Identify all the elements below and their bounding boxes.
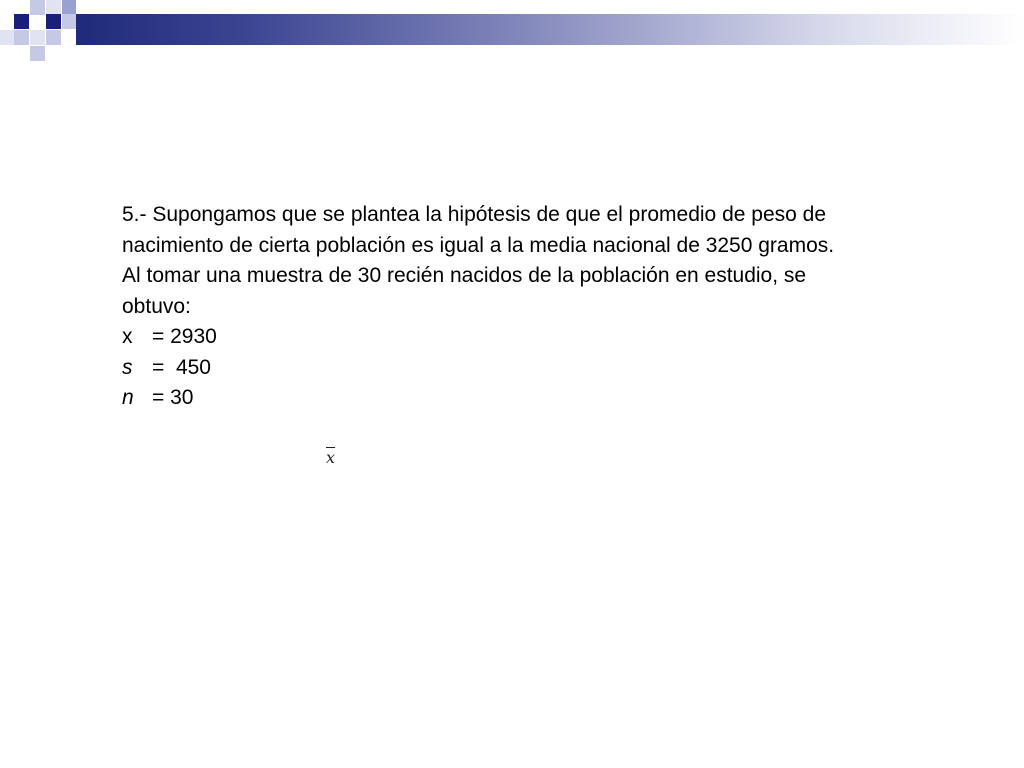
header-square-light-1 xyxy=(46,0,61,14)
header-square-lavender-4 xyxy=(46,30,61,45)
problem-statement: 5.- Supongamos que se plantea la hipótesis de que el promedio de peso de nacimiento de cierta población es igual a la media nacional de 3250 gramos. xyxy=(122,203,835,257)
slide-body xyxy=(122,200,842,414)
stat-value-mean: 2930 xyxy=(170,325,217,348)
stat-symbol-sd: s xyxy=(122,355,133,379)
xbar-symbol: $\overline{x}$ xyxy=(326,448,336,467)
stat-row-mean xyxy=(122,322,842,353)
stat-equals-n: = xyxy=(152,386,171,409)
header-square-mid-1 xyxy=(62,0,76,14)
header-square-lavender-2 xyxy=(30,0,45,15)
header-square-lavender-3 xyxy=(30,46,45,61)
header-square-navy-1 xyxy=(14,14,29,29)
stat-value-sd: 450 xyxy=(175,355,211,379)
stat-equals-mean: = xyxy=(152,325,171,348)
stat-symbol-mean: x xyxy=(122,325,133,348)
stat-symbol-n: n xyxy=(122,386,134,409)
header-square-light-3 xyxy=(30,30,45,45)
header-square-lavender-5 xyxy=(62,14,76,29)
header-square-lavender-1 xyxy=(14,30,29,45)
header-gradient-bar xyxy=(76,14,1024,45)
header-square-navy-2 xyxy=(46,14,61,29)
stat-equals-sd: = xyxy=(152,355,176,379)
stat-value-n: 30 xyxy=(170,386,194,409)
header-square-light-2 xyxy=(0,30,14,45)
stat-row-sd xyxy=(122,353,842,384)
stat-row-n xyxy=(122,383,842,414)
sample-description: Al tomar una muestra de 30 recién nacidos de la población en estudio, se obtuvo: xyxy=(122,264,807,318)
